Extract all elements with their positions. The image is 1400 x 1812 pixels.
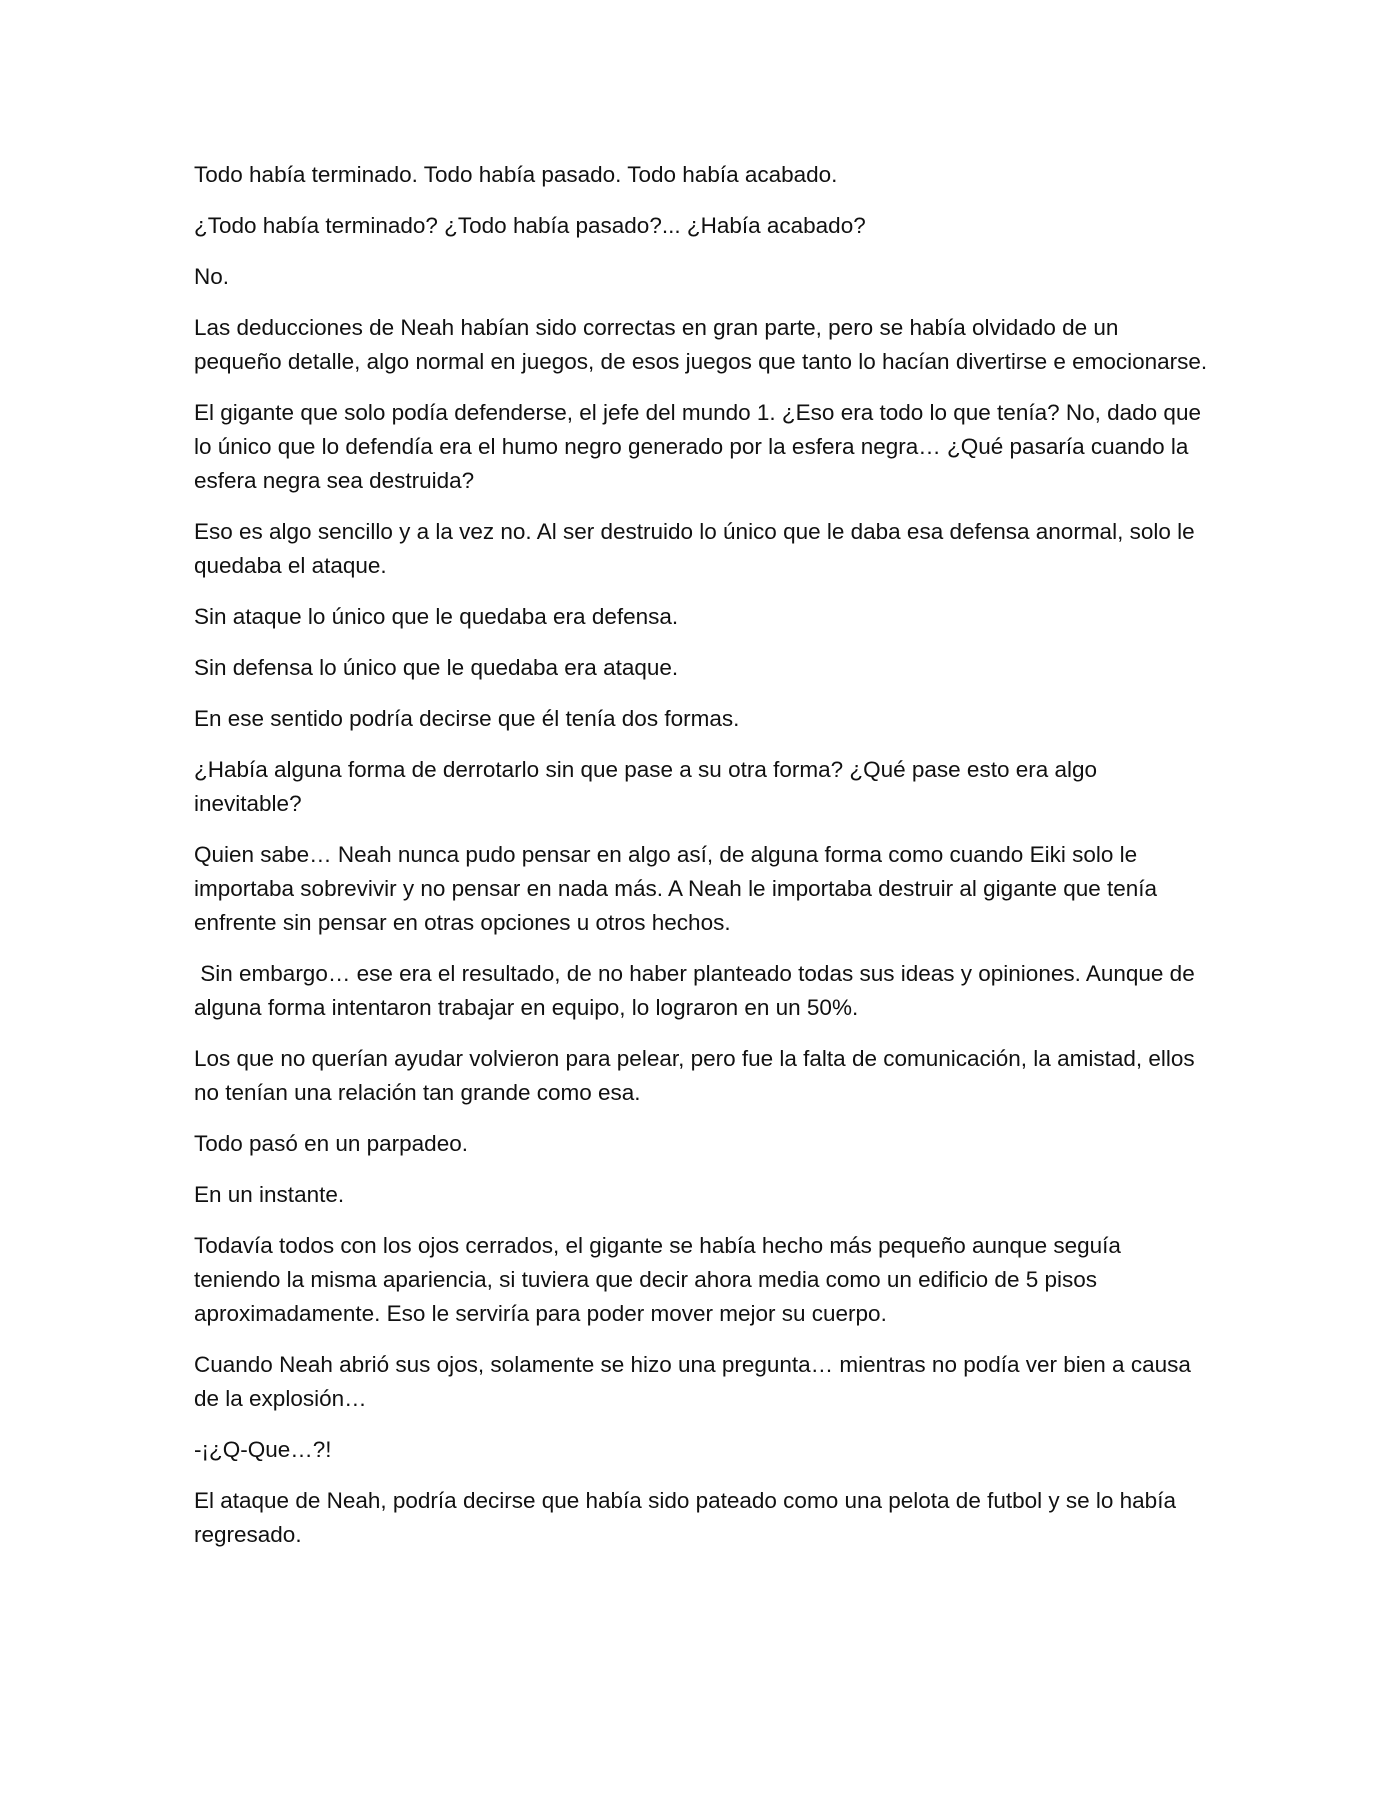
paragraph: No. [194, 264, 230, 289]
paragraph: Eso es algo sencillo y a la vez no. Al ser destruido lo único que le daba esa defensa anormal, solo le quedaba el ataque. [194, 519, 1201, 578]
paragraph: Las deducciones de Neah habían sido correctas en gran parte, pero se había olvidado de un pequeño detalle, algo normal en juegos, de esos juegos que tanto lo hacían divertirse e emocionarse. [194, 315, 1208, 374]
paragraph: ¿Había alguna forma de derrotarlo sin que pase a su otra forma? ¿Qué pase esto era algo inevitable? [194, 757, 1104, 816]
paragraph: Quien sabe… Neah nunca pudo pensar en algo así, de alguna forma como cuando Eiki solo le importaba sobrevivir y no pensar en nada más. A Neah le importaba destruir al gigante que tenía enfrente sin pensar en otras opciones u otros hechos. [194, 842, 1164, 935]
paragraph: El ataque de Neah, podría decirse que había sido pateado como una pelota de futbol y se lo había regresado. [194, 1488, 1183, 1547]
paragraph: El gigante que solo podía defenderse, el jefe del mundo 1. ¿Eso era todo lo que tenía? No, dado que lo único que lo defendía era el humo negro generado por la esfera negra… ¿Qué pasaría cuando la esfera negra sea destruida? [194, 400, 1208, 493]
paragraph: Todavía todos con los ojos cerrados, el gigante se había hecho más pequeño aunque seguía teniendo la misma apariencia, si tuviera que decir ahora media como un edificio de 5 pisos aproximadamente. Eso le serviría para poder mover mejor su cuerpo. [194, 1233, 1128, 1326]
paragraph: En un instante. [194, 1182, 345, 1207]
paragraph: Sin defensa lo único que le quedaba era ataque. [194, 655, 679, 680]
paragraph: Sin embargo… ese era el resultado, de no haber planteado todas sus ideas y opiniones. Aunque de alguna forma intentaron trabajar en equipo, lo lograron en un 50%. [194, 961, 1201, 1020]
paragraph: Todo pasó en un parpadeo. [194, 1131, 468, 1156]
paragraph: Cuando Neah abrió sus ojos, solamente se hizo una pregunta… mientras no podía ver bien a causa de la explosión… [194, 1352, 1198, 1411]
paragraph: ¿Todo había terminado? ¿Todo había pasado?... ¿Había acabado? [194, 213, 866, 238]
paragraph: -¡¿Q-Que…?! [194, 1437, 332, 1462]
document-body [194, 158, 1208, 1569]
paragraph: En ese sentido podría decirse que él tenía dos formas. [194, 706, 740, 731]
paragraph: Los que no querían ayudar volvieron para pelear, pero fue la falta de comunicación, la amistad, ellos no tenían una relación tan grande como esa. [194, 1046, 1201, 1105]
paragraph: Todo había terminado. Todo había pasado. Todo había acabado. [194, 162, 838, 187]
paragraph: Sin ataque lo único que le quedaba era defensa. [194, 604, 679, 629]
